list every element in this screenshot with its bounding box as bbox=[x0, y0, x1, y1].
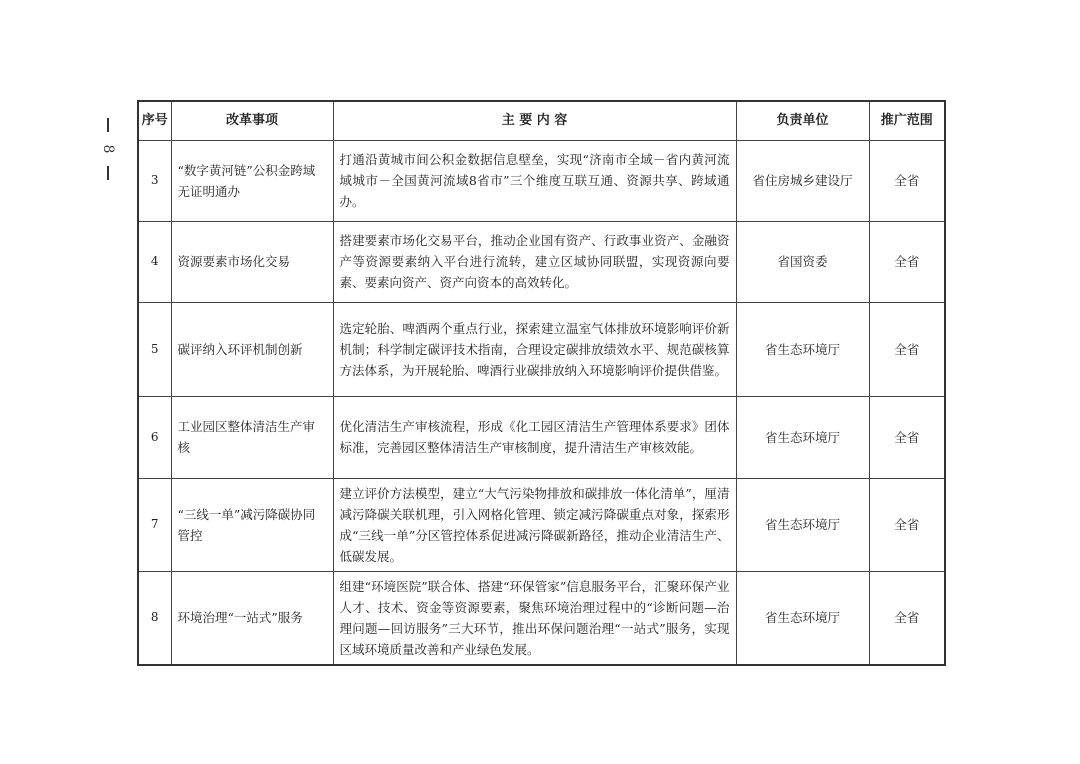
row-unit: 省生态环境厅 bbox=[736, 571, 869, 665]
row-content: 优化清洁生产审核流程，形成《化工园区清洁生产管理体系要求》团体标准，完善园区整体清洁生产审核制度，提升清洁生产审核效能。 bbox=[333, 396, 736, 478]
row-content: 组建“环境医院”联合体、搭建“环保管家”信息服务平台，汇聚环保产业人才、技术、资金等资源要素，聚焦环境治理过程中的“诊断问题—治理问题—回访服务”三大环节，推出环保问题治理“一站式”服务，实现区域环境质量改善和产业绿色发展。 bbox=[333, 571, 736, 665]
row-item: 工业园区整体清洁生产审核 bbox=[171, 396, 333, 478]
table-row bbox=[138, 396, 945, 478]
row-item: 碳评纳入环评机制创新 bbox=[171, 302, 333, 396]
table-header-row bbox=[138, 101, 945, 140]
row-unit: 省国资委 bbox=[736, 221, 869, 302]
row-scope: 全省 bbox=[869, 221, 945, 302]
row-item: 环境治理“一站式”服务 bbox=[171, 571, 333, 665]
row-scope: 全省 bbox=[869, 478, 945, 571]
row-scope: 全省 bbox=[869, 396, 945, 478]
row-scope: 全省 bbox=[869, 140, 945, 221]
row-seq: 7 bbox=[138, 478, 171, 571]
row-content: 建立评价方法模型，建立“大气污染物排放和碳排放一体化清单”，厘清减污降碳关联机理，引入网格化管理、锁定减污降碳重点对象，探索形成“三线一单”分区管控体系促进减污降碳新路径，推动企业清洁生产、低碳发展。 bbox=[333, 478, 736, 571]
row-scope: 全省 bbox=[869, 302, 945, 396]
row-item: 资源要素市场化交易 bbox=[171, 221, 333, 302]
row-unit: 省住房城乡建设厅 bbox=[736, 140, 869, 221]
row-unit: 省生态环境厅 bbox=[736, 396, 869, 478]
table-row bbox=[138, 221, 945, 302]
table-row bbox=[138, 140, 945, 221]
table-row bbox=[138, 302, 945, 396]
header-unit: 负责单位 bbox=[736, 101, 869, 140]
row-content: 选定轮胎、啤酒两个重点行业，探索建立温室气体排放环境影响评价新机制；科学制定碳评技术指南，合理设定碳排放绩效水平、规范碳核算方法体系，为开展轮胎、啤酒行业碳排放纳入环境影响评价提供借鉴。 bbox=[333, 302, 736, 396]
row-scope: 全省 bbox=[869, 571, 945, 665]
row-seq: 4 bbox=[138, 221, 171, 302]
row-seq: 5 bbox=[138, 302, 171, 396]
row-content: 打通沿黄城市间公积金数据信息壁垒，实现“济南市全域－省内黄河流域城市－全国黄河流域8省市”三个维度互联互通、资源共享、跨域通办。 bbox=[333, 140, 736, 221]
row-item: “数字黄河链”公积金跨域无证明通办 bbox=[171, 140, 333, 221]
table-row bbox=[138, 478, 945, 571]
reform-items-table bbox=[137, 100, 946, 666]
header-item: 改革事项 bbox=[171, 101, 333, 140]
header-seq: 序号 bbox=[138, 101, 171, 140]
page-number-dash-bottom bbox=[107, 166, 109, 180]
row-seq: 6 bbox=[138, 396, 171, 478]
row-content: 搭建要素市场化交易平台，推动企业国有资产、行政事业资产、金融资产等资源要素纳入平台进行流转，建立区域协同联盟，实现资源向要素、要素向资产、资产向资本的高效转化。 bbox=[333, 221, 736, 302]
page-number-marker bbox=[98, 118, 118, 180]
page-number: 8 bbox=[100, 144, 116, 154]
row-seq: 8 bbox=[138, 571, 171, 665]
header-content: 主 要 内 容 bbox=[333, 101, 736, 140]
table-row bbox=[138, 571, 945, 665]
row-seq: 3 bbox=[138, 140, 171, 221]
row-unit: 省生态环境厅 bbox=[736, 478, 869, 571]
row-item: “三线一单”减污降碳协同管控 bbox=[171, 478, 333, 571]
page-number-dash-top bbox=[107, 118, 109, 132]
header-scope: 推广范围 bbox=[869, 101, 945, 140]
row-unit: 省生态环境厅 bbox=[736, 302, 869, 396]
